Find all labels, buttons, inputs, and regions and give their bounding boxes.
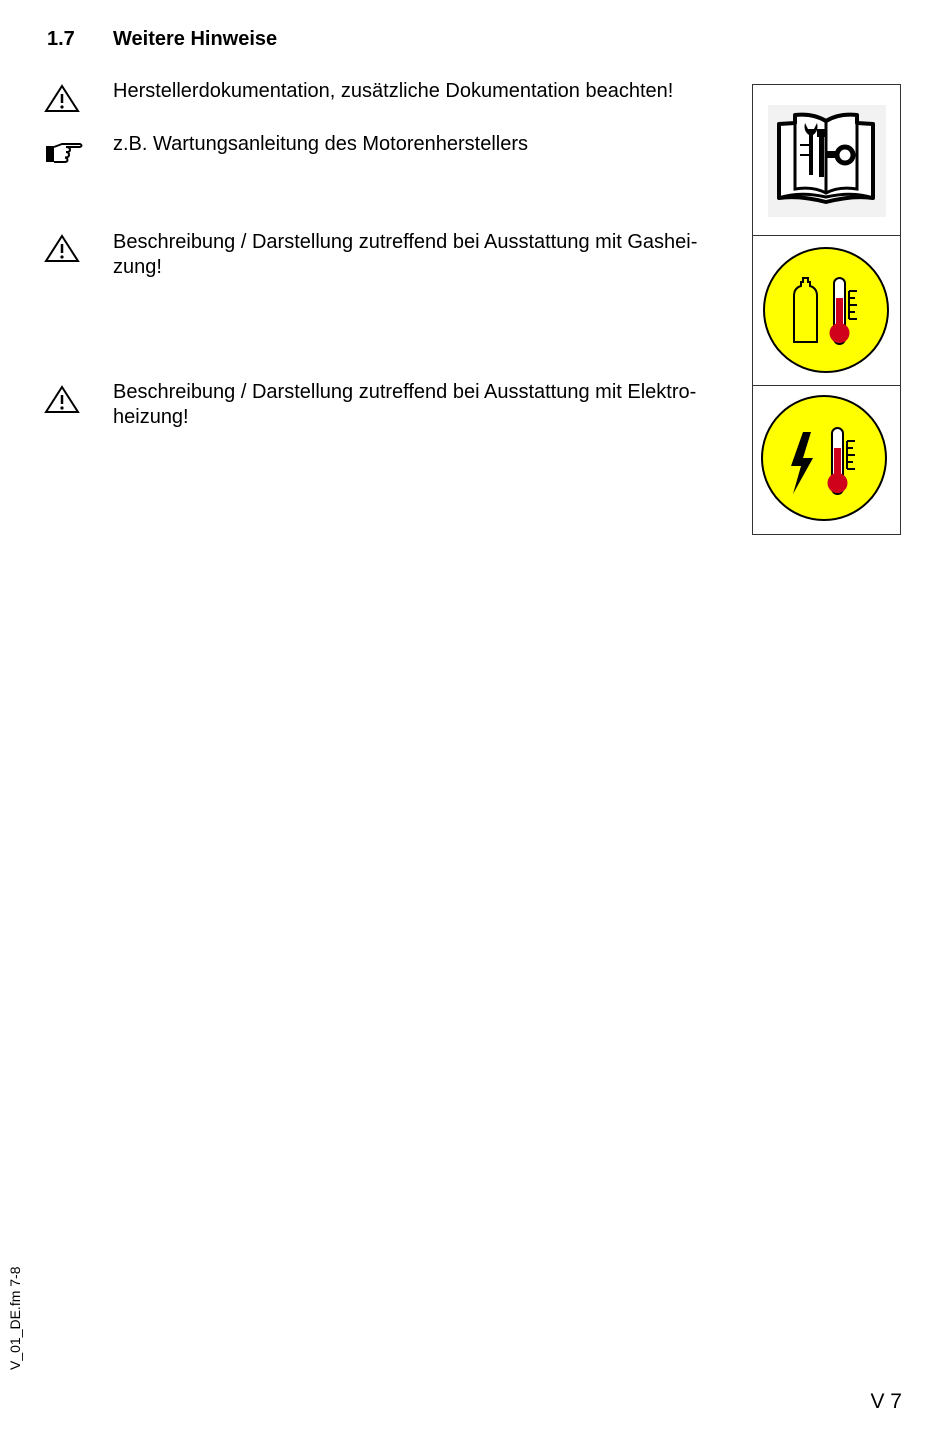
pictogram-gas-heating [753,235,900,386]
manual-book-wrench-icon [753,85,900,235]
footer-file-name: V_01_DE.fm 7-8 [7,1266,23,1370]
pictogram-electric-heating [753,385,900,536]
note-line: Beschreibung / Darstellung zutreffend bei Ausstattung mit Elektro- [113,381,697,403]
note-line: Herstellerdokumentation, zusätzliche Dokumentation beachten! [113,80,674,102]
note-line: Beschreibung / Darstellung zutreffend bei Ausstattung mit Gashei- [113,231,698,253]
note-electric-heating [113,380,743,430]
pointing-hand-icon [44,138,80,168]
note-gas-heating [113,230,743,280]
pictogram-manual [753,85,900,235]
section-title: Weitere Hinweise [113,28,278,50]
warning-triangle-icon [44,385,80,415]
pictogram-panel [752,84,901,535]
page-number: V 7 [870,1390,902,1413]
note-maintenance [113,132,743,157]
note-line: zung! [113,256,162,278]
warning-triangle-icon [44,234,80,264]
warning-triangle-icon [44,84,80,114]
note-line: heizung! [113,406,189,428]
note-documentation [113,79,743,104]
section-number: 1.7 [47,28,75,50]
note-line: z.B. Wartungsanleitung des Motorenherstellers [113,133,529,155]
gas-heating-thermometer-icon [753,236,900,386]
electric-heating-thermometer-icon [753,386,900,536]
